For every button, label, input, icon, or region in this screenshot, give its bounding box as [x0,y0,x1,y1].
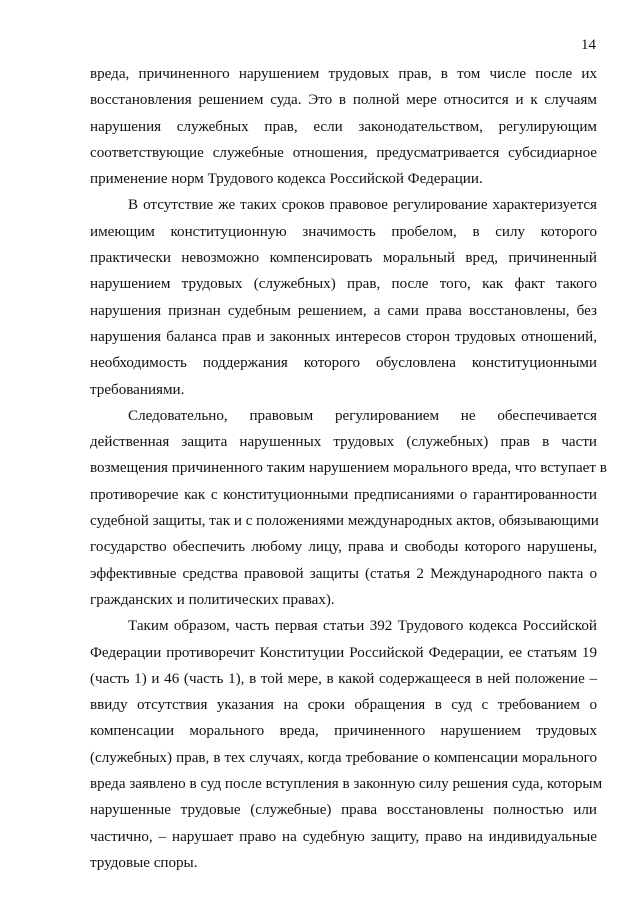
text-line: нарушения баланса прав и законных интересов сторон трудовых отношений, [90,328,597,345]
page-number: 14 [581,37,596,53]
paragraph-1 [90,61,597,192]
text-line: компенсации морального вреда, причиненного нарушением трудовых [90,723,597,740]
text-line: государство обеспечить любому лицу, права и свободы которого нарушены, [90,539,597,556]
text-line: восстановления решением суда. Это в полной мере относится и к случаям [90,92,597,109]
text-line: Таким образом, часть первая статьи 392 Трудового кодекса Российской [128,618,597,635]
text-line: вреда заявлено в суд после вступления в законную силу решения суда, которым [90,776,603,793]
text-line: (служебных) прав, в тех случаях, когда требование о компенсации морального [90,749,597,766]
paragraph-4 [90,613,603,876]
text-line: применение норм Трудового кодекса Российской Федерации. [90,171,483,188]
text-line: имеющим конституционную значимость пробелом, в силу которого [90,223,597,240]
text-line: нарушенные трудовые (служебные) права восстановлены полностью или [90,802,597,819]
text-line: нарушения признан судебным решением, а сами права восстановлены, без [90,302,597,319]
text-line: соответствующие служебные отношения, предусматривается субсидиарное [90,144,597,161]
text-line: судебной защиты, так и с положениями международных актов, обязывающими [90,513,599,530]
paragraph-3 [90,403,607,613]
text-line: нарушения служебных прав, если законодательством, регулирующим [90,118,597,135]
text-line: В отсутствие же таких сроков правовое регулирование характеризуется [128,197,597,214]
text-line: (часть 1) и 46 (часть 1), в той мере, в какой содержащееся в ней положение – [90,670,597,687]
text-line: эффективные средства правовой защиты (статья 2 Международного пакта о [90,565,597,582]
text-line: Федерации противоречит Конституции Российской Федерации, ее статьям 19 [90,644,597,661]
text-line: частично, – нарушает право на судебную защиту, право на индивидуальные [90,828,597,845]
text-line: требованиями. [90,381,185,398]
text-line: ввиду отсутствия указания на сроки обращения в суд с требованием о [90,697,597,714]
text-line: трудовые споры. [90,854,198,871]
text-line: гражданских и политических правах). [90,591,335,608]
text-line: действенная защита нарушенных трудовых (служебных) прав в части [90,434,597,451]
text-line: возмещения причиненного таким нарушением морального вреда, что вступает в [90,460,607,477]
text-line: необходимость поддержания которого обусловлена конституционными [90,355,597,372]
text-line: нарушением трудовых (служебных) прав, после того, как факт такого [90,276,597,293]
document-body [90,61,607,876]
text-line: Следовательно, правовым регулированием не обеспечивается [128,407,597,424]
text-line: вреда, причиненного нарушением трудовых прав, в том числе после их [90,66,597,82]
paragraph-2 [90,192,597,402]
text-line: практически невозможно компенсировать моральный вред, причиненный [90,250,597,267]
text-line: противоречие как с конституционными предписаниями о гарантированности [90,486,597,503]
